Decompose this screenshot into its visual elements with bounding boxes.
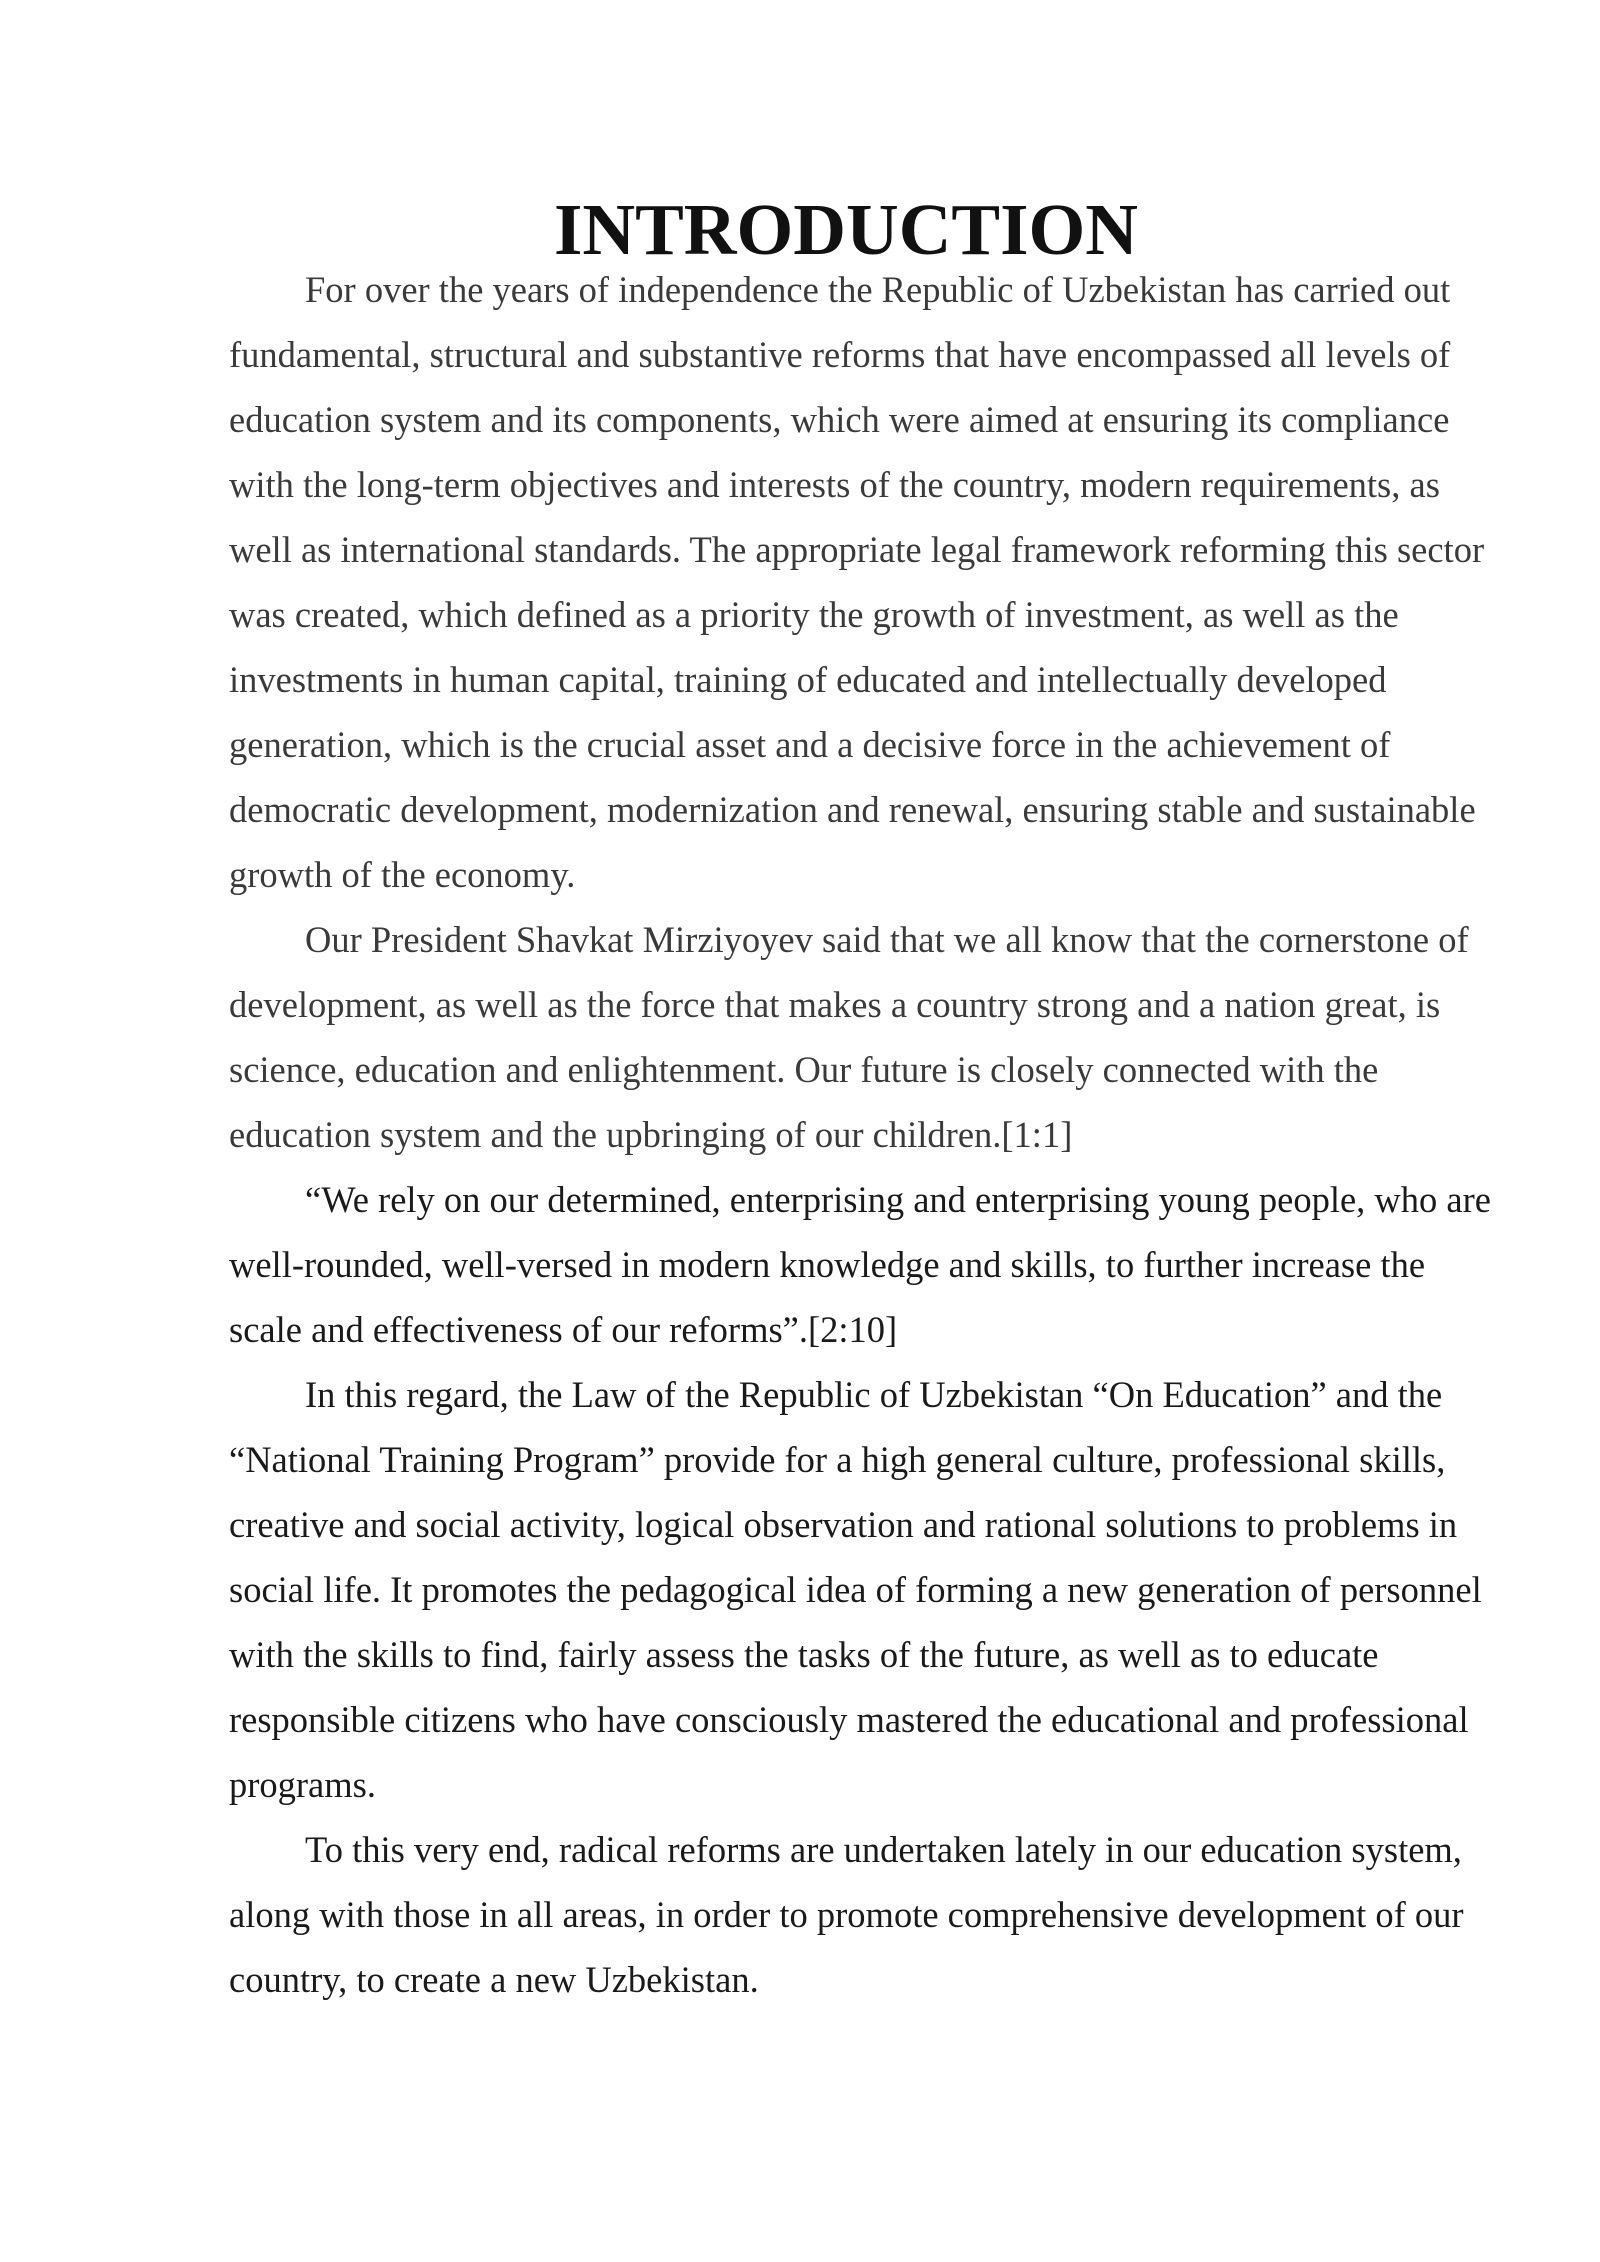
paragraph: For over the years of independence the Republic of Uzbekistan has carried out fundamental, structural and substantive reforms that have encompassed all levels of education system and its components, which were aimed at ensuring its compliance with the long-term objectives and interests of the country, modern requirements, as well as international standards. The appropriate legal framework reforming this sector was created, which defined as a priority the growth of investment, as well as the investments in human capital, training of educated and intellectually developed generation, which is the crucial asset and a decisive force in the achievement of democratic development, modernization and renewal, ensuring stable and sustainable growth of the economy.: [229, 269, 1485, 895]
document-body: [229, 189, 1491, 2012]
paragraph: In this regard, the Law of the Republic of Uzbekistan “On Education” and the “National Training Program” provide for a high general culture, professional skills, creative and social activity, logical observation and rational solutions to problems in social life. It promotes the pedagogical idea of forming a new generation of personnel with the skills to find, fairly assess the tasks of the future, as well as to educate responsible citizens who have consciously mastered the educational and professional programs.: [229, 1374, 1482, 1805]
paragraph: “We rely on our determined, enterprising and enterprising young people, who are well-rounded, well-versed in modern knowledge and skills, to further increase the scale and effectiveness of our reforms”.[2:10]: [229, 1179, 1491, 1350]
paragraph: Our President Shavkat Mirziyoyev said that we all know that the cornerstone of development, as well as the force that makes a country strong and a nation great, is science, education and enlightenment. Our future is closely connected with the education system and the upbringing of our children.[1:1]: [229, 919, 1469, 1155]
page-title: INTRODUCTION: [553, 189, 1139, 270]
paragraph: To this very end, radical reforms are undertaken lately in our education system, along with those in all areas, in order to promote comprehensive development of our country, to create a new Uzbekistan.: [229, 1829, 1464, 2000]
